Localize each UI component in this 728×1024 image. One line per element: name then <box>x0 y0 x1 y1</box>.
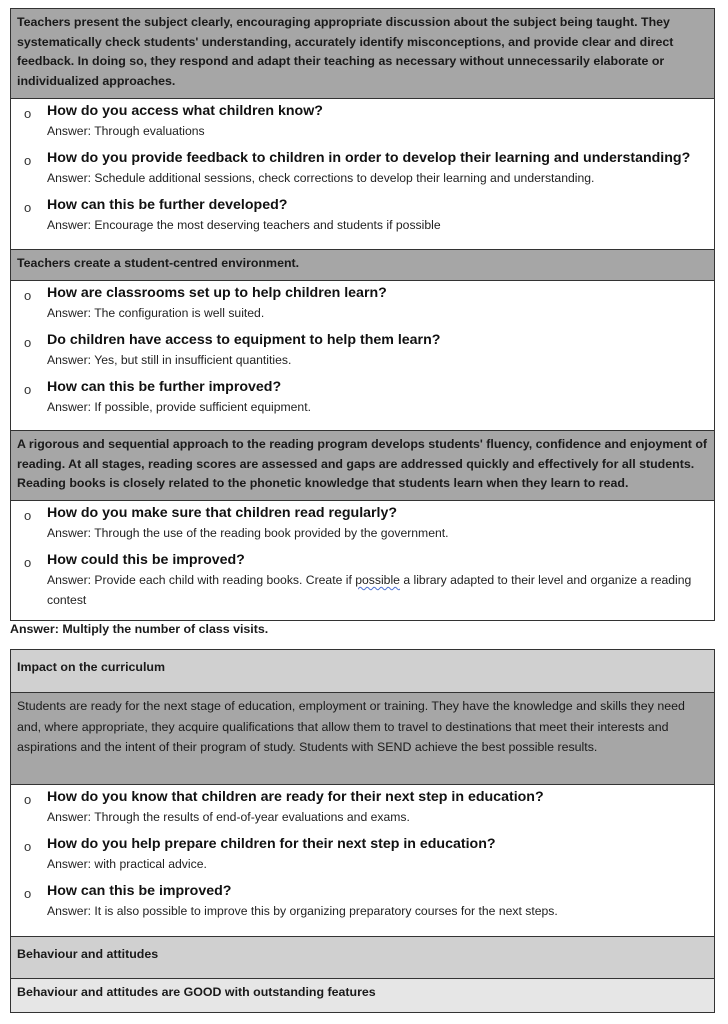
section-header-reading-program <box>11 430 714 500</box>
question-text: How can this be further developed? <box>47 197 288 213</box>
question-text: How can this be further improved? <box>47 379 282 395</box>
section-title-text: Behaviour and attitudes <box>17 947 159 961</box>
section-title-text: Impact on the curriculum <box>17 660 166 674</box>
list-item <box>11 378 714 417</box>
bullet-icon: o <box>24 555 32 570</box>
bullet-icon: o <box>24 153 32 168</box>
bullet-icon: o <box>24 382 32 397</box>
answer-text: Answer: Through the results of end-of-year evaluations and exams. <box>47 810 410 824</box>
behaviour-rating-text: Behaviour and attitudes are GOOD with outstanding features <box>17 985 376 999</box>
answer-text: Answer: If possible, provide sufficient equipment. <box>47 400 311 414</box>
section-description-text: Students are ready for the next stage of education, employment or training. They have the knowledge and skills they need and, where appropriate, they acquire qualifications that allow them to travel to destinations that meet their interests and aspirations and the intent of their program of study. Students with SEND achieve the best possible results. <box>17 699 685 754</box>
answer-text: Answer: Through evaluations <box>47 124 205 138</box>
list-item <box>11 504 714 543</box>
behaviour-rating <box>11 978 714 1012</box>
bullet-icon: o <box>24 200 32 215</box>
question-text: How could this be improved? <box>47 552 245 568</box>
section-description-impact <box>11 692 714 784</box>
answer-text: Answer: The configuration is well suited. <box>47 306 265 320</box>
answer-text: Answer: Encourage the most deserving teachers and students if possible <box>47 218 441 232</box>
spellcheck-flagged-word[interactable]: possible <box>355 573 400 587</box>
answer-text: Answer: Provide each child with reading books. Create if possible a library adapted to their level and organize a reading contest <box>47 573 692 607</box>
answer-text: Answer: with practical advice. <box>47 857 207 871</box>
bullet-icon: o <box>24 106 32 121</box>
question-text: How do you access what children know? <box>47 103 323 119</box>
list-item <box>11 835 714 874</box>
bullet-icon: o <box>24 886 32 901</box>
qa-list-student-centred <box>11 280 714 430</box>
question-text: How do you help prepare children for their next step in education? <box>47 836 496 852</box>
question-text: How do you provide feedback to children in order to develop their learning and understanding? <box>47 150 691 166</box>
section-header-student-centred <box>11 249 714 280</box>
answer-text: Answer: It is also possible to improve this by organizing preparatory courses for the next steps. <box>47 904 558 918</box>
bullet-icon: o <box>24 508 32 523</box>
list-item <box>11 102 714 141</box>
qa-list-impact <box>11 784 714 936</box>
answer-text: Answer: Yes, but still in insufficient quantities. <box>47 353 292 367</box>
answer-text: Answer: Schedule additional sessions, check corrections to develop their learning and understanding. <box>47 171 595 185</box>
list-item <box>11 149 714 188</box>
question-text: Do children have access to equipment to help them learn? <box>47 332 441 348</box>
list-item <box>11 551 714 610</box>
section-header-text: Teachers present the subject clearly, encouraging appropriate discussion about the subject being taught. They systematically check students' understanding, accurately identify misconceptions, and provide clear and direct feedback. In doing so, they respond and adapt their teaching as necessary without unnecessarily elaborate or individualized approaches. <box>17 15 674 88</box>
impact-curriculum-table <box>10 649 715 1013</box>
qa-list-reading-program <box>11 500 714 620</box>
section-header-text: A rigorous and sequential approach to the reading program develops students' fluency, confidence and enjoyment of reading. At all stages, reading scores are assessed and gaps are addressed quickly and effectively for all students. Reading books is closely related to the phonetic knowledge that students learn when they learn to read. <box>17 437 708 490</box>
quality-of-education-table <box>10 8 715 621</box>
qa-list-teaching-clarity <box>11 98 714 249</box>
list-item <box>11 331 714 370</box>
bullet-icon: o <box>24 792 32 807</box>
question-text: How do you know that children are ready for their next step in education? <box>47 789 544 805</box>
answer-text: Answer: Through the use of the reading book provided by the government. <box>47 526 449 540</box>
section-header-text: Teachers create a student-centred environment. <box>17 256 300 270</box>
section-header-teaching-clarity <box>11 9 714 98</box>
question-text: How are classrooms set up to help children learn? <box>47 285 387 301</box>
bullet-icon: o <box>24 335 32 350</box>
list-item <box>11 196 714 235</box>
list-item <box>11 788 714 827</box>
list-item <box>11 284 714 323</box>
question-text: How do you make sure that children read regularly? <box>47 505 398 521</box>
bullet-icon: o <box>24 288 32 303</box>
section-title-behaviour <box>11 936 714 978</box>
section-title-impact <box>11 650 714 692</box>
list-item <box>11 882 714 921</box>
standalone-answer: Answer: Multiply the number of class visits. <box>10 622 269 636</box>
bullet-icon: o <box>24 839 32 854</box>
question-text: How can this be improved? <box>47 883 232 899</box>
